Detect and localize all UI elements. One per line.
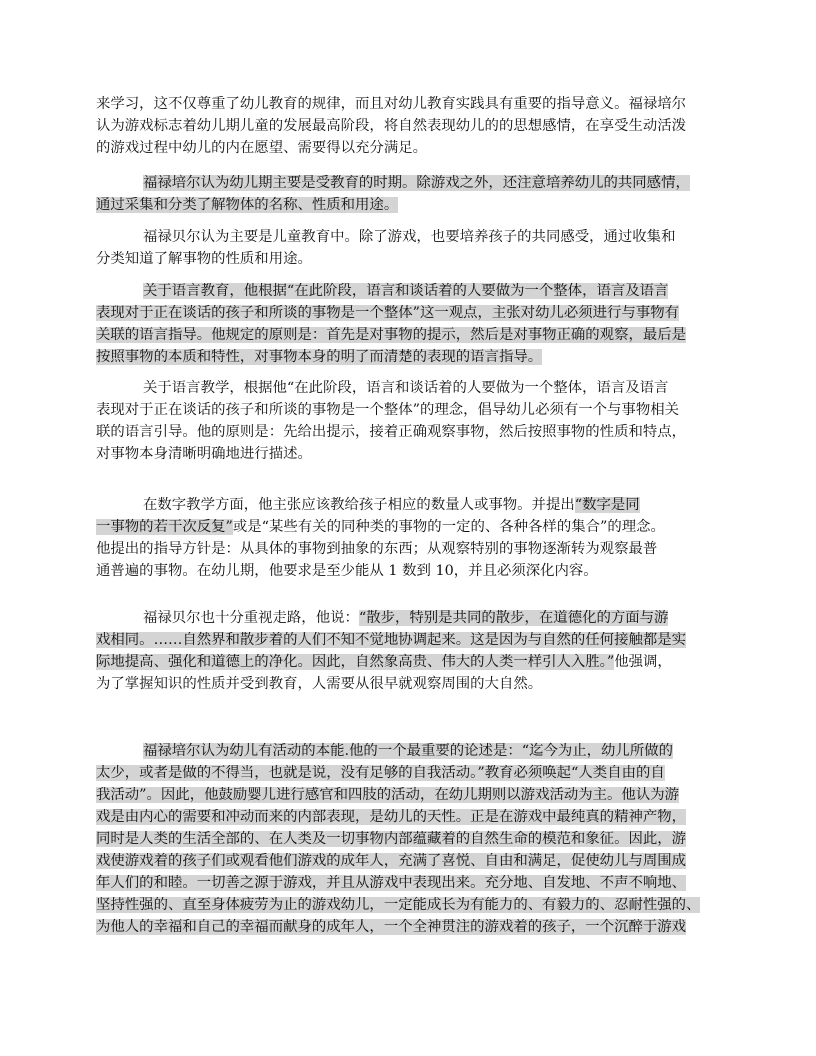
text-line: 分类知道了解事物的性质和用途。 [96,251,312,267]
highlighted-text: 福禄培尔认为幼儿期主要是受教育的时期。除游戏之外，还注意培养幼儿的共同感情， [143,175,690,191]
text-line [96,651,732,673]
text-line [96,494,732,516]
text-line [96,324,732,346]
text-line [96,850,732,872]
text-line: 福禄贝尔认为主要是儿童教育中。除了游戏，也要培养孩子的共同感受，通过收集和 [143,229,676,245]
highlighted-text: 表现对于正在谈话的孩子和所谈的事物是一个整体”这一观点，主张对幼儿必须进行与事物有 [96,305,679,321]
highlighted-text: 际地提高、强化和道德上的净化。因此，自然象高贵、伟大的人类一样引人入胜。” [96,654,615,670]
paragraph-intro [96,93,732,159]
text-line [96,806,732,828]
text-line [96,516,732,538]
paragraph [96,377,732,465]
highlighted-text: 一事物的若干次反复” [96,519,233,535]
text-line: 为了掌握知识的性质并受到教育，人需要从很早就观察周围的大自然。 [96,676,543,692]
text-line: 认为游戏标志着幼儿期儿童的发展最高阶段，将自然表现幼儿的的思想感情，在享受生动活泼 [96,118,687,134]
paragraph-highlighted [96,172,732,216]
plain-text: 福禄贝尔也十分重视走路，他说： [143,610,359,626]
highlighted-text: “散步，特别是共同的散步，在道德化的方面与游 [358,610,669,626]
text-line [96,740,732,762]
highlighted-text: 同时是人类的生活全部的、在人类及一切事物内部蕴藏着的自然生命的模范和象征。因此，游 [96,831,687,847]
highlighted-text: 戏相同。……自然界和散步着的人们不知不觉地协调起来。这是因为与自然的任何接触都是实 [96,632,687,648]
text-line: 联的语言引导。他的原则是：先给出提示，接着正确观察事物，然后按照事物的性质和特点， [96,424,687,440]
text-line: 他提出的指导方针是：从具体的事物到抽象的东西；从观察特别的事物逐渐转为观察最普 [96,541,658,557]
paragraph-mixed [96,607,732,695]
highlighted-text: 戏是由内心的需要和冲动而来的内部表现，是幼儿的天性。正是在游戏中最纯真的精神产物， [96,809,687,825]
highlighted-text: 关于语言教育，他根据“在此阶段，语言和谈话着的人要做为一个整体，语言及语言 [143,283,669,299]
text-line [96,916,732,938]
text-line [96,607,732,629]
text-line [96,172,732,194]
highlighted-text: 太少，或者是做的不得当，也就是说，没有足够的自我活动。”教育必须唤起“人类自由的自 [96,765,665,781]
highlighted-text: 关联的语言指导。他规定的原则是：首先是对事物的提示，然后是对事物正确的观察，最后是 [96,327,687,343]
text-line [96,346,732,368]
text-line [96,302,732,324]
text-line [96,784,732,806]
highlighted-text: 福禄培尔认为幼儿有活动的本能.他的一个最重要的论述是：“迄今为止，幼儿所做的 [143,743,673,759]
text-line [96,872,732,894]
text-line [96,629,732,651]
plain-text: 或是“某些有关的同种类的事物的一定的、各种各样的集合”的理念。 [232,519,665,535]
highlighted-text: 按照事物的本质和特性，对事物本身的明了而清楚的表现的语言指导。 [96,349,543,365]
text-line: 的游戏过程中幼儿的内在愿望、需要得以充分满足。 [96,140,427,156]
highlighted-text: 为他人的幸福和自己的幸福而献身的成年人，一个全神贯注的游戏着的孩子，一个沉醉于游戏 [96,919,687,935]
highlighted-text: 坚持性强的、直至身体疲劳为止的游戏幼儿，一定能成长为有能力的、有毅力的、忍耐性强的、 [96,897,701,913]
highlighted-text: 戏使游戏着的孩子们或观看他们游戏的成年人，充满了喜悦、自由和满足，促使幼儿与周围成 [96,853,687,869]
text-line [96,828,732,850]
highlighted-text: 年人们的和睦。一切善之源于游戏，并且从游戏中表现出来。充分地、自发地、不声不响地、 [96,875,687,891]
paragraph-highlighted [96,280,732,368]
plain-text: 他强调， [614,654,672,670]
text-line: 来学习，这不仅尊重了幼儿教育的规律，而且对幼儿教育实践具有重要的指导意义。福禄培尔 [96,96,687,112]
text-line: 通普遍的事物。在幼儿期，他要求是至少能从 1 数到 10，并且必须深化内容。 [96,563,598,579]
highlighted-text: 我活动”。因此，他鼓励婴儿进行感官和四肢的活动，在幼儿期则以游戏活动为主。他认为游 [96,787,679,803]
paragraph-highlighted [96,740,732,938]
text-line [96,194,732,216]
plain-text: 在数字教学方面，他主张应该教给孩子相应的数量人或事物。并提出 [143,497,575,513]
text-line [96,762,732,784]
text-line: 对事物本身清晰明确地进行描述。 [96,446,312,462]
paragraph [96,226,732,270]
highlighted-text: “数字是同 [574,497,640,513]
text-line [96,894,732,916]
highlighted-text: 通过采集和分类了解物体的名称、性质和用途。 [96,197,399,213]
text-line: 表现对于正在谈话的孩子和所谈的事物是一个整体”的理念，倡导幼儿必须有一个与事物相关 [96,402,679,418]
paragraph-mixed [96,494,732,582]
text-line [96,280,732,302]
text-line: 关于语言教学，根据他“在此阶段，语言和谈话着的人要做为一个整体，语言及语言 [143,380,669,396]
